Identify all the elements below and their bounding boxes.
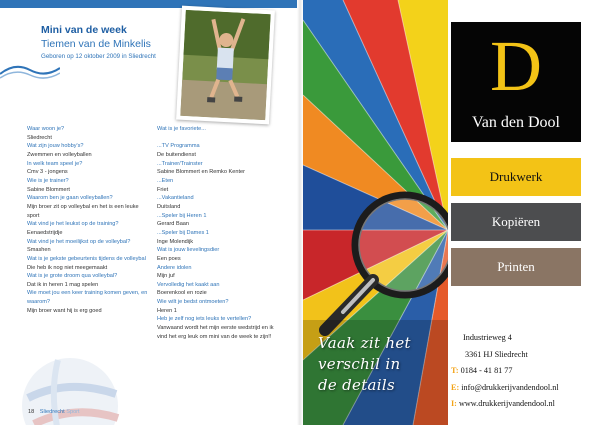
photo-image bbox=[180, 10, 270, 120]
question: Wat vind je het moeilijkst op de volleybal? bbox=[27, 238, 131, 245]
answer: Sabine Blommert en Remko Kenter bbox=[157, 169, 245, 176]
slogan-line: verschil in bbox=[318, 355, 401, 373]
answer: Gerard Baan bbox=[157, 221, 190, 228]
question: ...Vakantieland bbox=[157, 195, 194, 202]
answer: Eenaedstrijdje bbox=[27, 229, 63, 236]
question: Waar woon je? bbox=[27, 126, 65, 132]
question: Wat is je favoriete... bbox=[157, 126, 206, 132]
answer: Inge Molendijk bbox=[157, 238, 194, 245]
answer: Heren 1 bbox=[157, 307, 177, 314]
email-line bbox=[451, 380, 596, 397]
player-name: Tiemen van de Minkelis bbox=[41, 38, 151, 50]
answer: Boerenkool en rozie bbox=[157, 290, 207, 297]
question: ...Eten bbox=[157, 177, 174, 184]
slogan-line: Vaak zit het bbox=[318, 334, 411, 352]
magazine-name: Sliedrecht bbox=[39, 409, 65, 415]
question: Wie moet jou een keer training komen geven, en waarom? bbox=[27, 290, 148, 306]
interview-column-right bbox=[157, 125, 282, 341]
question: ...Speler bij Dames 1 bbox=[157, 229, 209, 236]
service-drukwerk: Drukwerk bbox=[451, 158, 581, 196]
phone-line bbox=[451, 363, 596, 380]
service-printen: Printen bbox=[451, 248, 581, 286]
slogan-line: de details bbox=[318, 376, 395, 394]
interview-column-left bbox=[27, 125, 152, 315]
ad-slogan bbox=[318, 333, 411, 396]
question: Wat is je gekste gebeurtenis tijdens de volleybal bbox=[27, 255, 146, 262]
answer: Die heb ik nog niet meegemaakt bbox=[27, 264, 108, 271]
section-title: Mini van de week bbox=[41, 24, 127, 36]
question: Vervolledig het kaakt aan bbox=[157, 281, 220, 288]
question: Wat is je grote droom qua volleybal? bbox=[27, 273, 118, 280]
company-logo bbox=[451, 22, 581, 142]
question: Heb je zelf nog iets leuks te vertellen? bbox=[157, 316, 252, 323]
question: Wat zijn jouw hobby's? bbox=[27, 143, 84, 150]
answer: Zwemmen en volleyballen bbox=[27, 151, 92, 158]
answer: Sabine Blommert bbox=[27, 186, 70, 193]
answer: Vanwaand wordt het mijn eerste wedstrijd en ik vind het erg leuk om mini van de week te zijn!! bbox=[157, 325, 274, 340]
question: ...Trainer/Trainster bbox=[157, 160, 203, 167]
web-address: www.drukkerijvandendool.nl bbox=[458, 399, 555, 408]
page-footer bbox=[28, 409, 80, 415]
answer: Sliedrecht bbox=[27, 134, 52, 141]
question: In welk team speel je? bbox=[27, 160, 83, 167]
address-city: 3361 HJ Sliedrecht bbox=[465, 349, 528, 359]
question: Wat is jouw lievelingsdier bbox=[157, 247, 220, 254]
service-kopieren: Kopiëren bbox=[451, 203, 581, 241]
phone-number: 0184 - 41 81 77 bbox=[460, 366, 513, 375]
question: Wat vind je het leukst op de training? bbox=[27, 221, 119, 228]
email-address: info@drukkerijvandendool.nl bbox=[461, 382, 559, 392]
email-label: E: bbox=[451, 382, 460, 392]
web-line bbox=[451, 396, 596, 413]
header-band bbox=[0, 0, 300, 8]
answer: Cmv 3 - jongens bbox=[27, 169, 68, 176]
logo-letter: D bbox=[490, 26, 542, 106]
answer: Friet bbox=[157, 186, 169, 193]
magazine-name-suffix: Sport bbox=[66, 409, 80, 415]
question: ...TV Programma bbox=[157, 143, 200, 150]
answer: Mijn juf bbox=[157, 273, 175, 280]
address-street: Industrieweg 4 bbox=[463, 333, 512, 342]
question: Wie wilt je bedst ontmoeten? bbox=[157, 299, 229, 306]
web-label: I: bbox=[451, 399, 457, 408]
ad-info-panel bbox=[448, 0, 600, 425]
wave-decoration bbox=[0, 60, 60, 82]
company-name: Van den Dool bbox=[472, 114, 560, 131]
answer: Dat ik in heren 1 mag spelen bbox=[27, 281, 99, 288]
answer: Smashen bbox=[27, 247, 51, 254]
answer: Mijn broer zit op volleybal en het is een leuke sport bbox=[27, 203, 139, 219]
question: Waarom ben je gaan volleyballen? bbox=[27, 195, 113, 202]
birth-info: Geboren op 12 oktober 2009 in Sliedrecht bbox=[41, 53, 156, 60]
question: ...Speler bij Heren 1 bbox=[157, 212, 207, 219]
contact-details bbox=[451, 330, 596, 413]
answer bbox=[157, 134, 282, 143]
advertisement-page bbox=[303, 0, 600, 425]
answer: Een poes bbox=[157, 255, 181, 262]
answer: De buitendienst bbox=[157, 151, 196, 158]
page-number: 18 bbox=[28, 409, 35, 415]
phone-label: T: bbox=[451, 366, 459, 375]
answer: Mijn broer want hij is erg goed bbox=[27, 307, 102, 314]
player-photo bbox=[176, 6, 275, 125]
question: Andere idolen bbox=[157, 264, 192, 271]
answer: Duitsland bbox=[157, 203, 181, 210]
question: Wie is je trainer? bbox=[27, 177, 69, 184]
